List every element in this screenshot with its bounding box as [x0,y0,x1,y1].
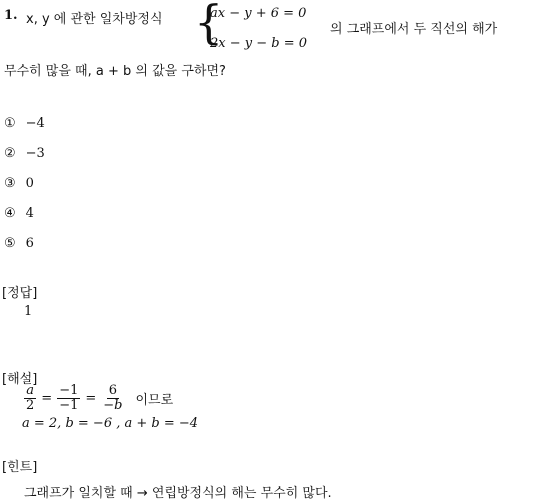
hint-text: 그래프가 일치할 때 → 연립방정식의 해는 무수히 많다. [24,486,332,501]
choice-text: −4 [25,116,45,131]
explanation-equation [22,384,173,413]
choice-mark: ③ [4,176,16,191]
choice-text: −3 [25,146,45,161]
choice-1[interactable] [4,116,45,131]
hint-heading: [힌트] [2,460,38,475]
fraction-a-over-2: $\frac{a}{2}$ [26,383,35,413]
question-intro: x, y 에 관한 일차방정식 [26,12,163,27]
choice-mark: ⑤ [4,236,16,251]
choice-mark: ② [4,146,16,161]
choice-text: 0 [25,176,34,191]
equation-2: 2x − y − b = 0 [210,36,308,51]
explanation-line2: a = 2, b = −6 , a + b = −4 [22,416,199,431]
choice-3[interactable] [4,176,34,191]
question-number: 1. [4,8,18,23]
equals-sign: = [85,391,97,406]
answer-heading: [정답] [2,286,38,301]
choice-2[interactable] [4,146,45,161]
choice-mark: ① [4,116,16,131]
choice-text: 4 [25,206,34,221]
equals-sign: = [41,391,53,406]
question-line2: 무수히 많을 때, a + b 의 값을 구하면? [4,64,226,79]
choice-mark: ④ [4,206,16,221]
fraction-neg1-over-neg1: $\frac{-1}{-1}$ [59,383,79,413]
system-brace: { [194,0,224,49]
answer-value: 1 [24,304,33,319]
choice-text: 6 [25,236,34,251]
explanation-suffix: 이므로 [135,393,174,408]
equation-1: ax − y + 6 = 0 [210,6,307,21]
fraction-6-over-neg-b: $\frac{6}{-b}$ [103,383,123,413]
question-tail: 의 그래프에서 두 직선의 해가 [330,22,498,37]
choice-4[interactable] [4,206,34,221]
choice-5[interactable] [4,236,34,251]
explanation-heading: [해설] [2,372,38,387]
